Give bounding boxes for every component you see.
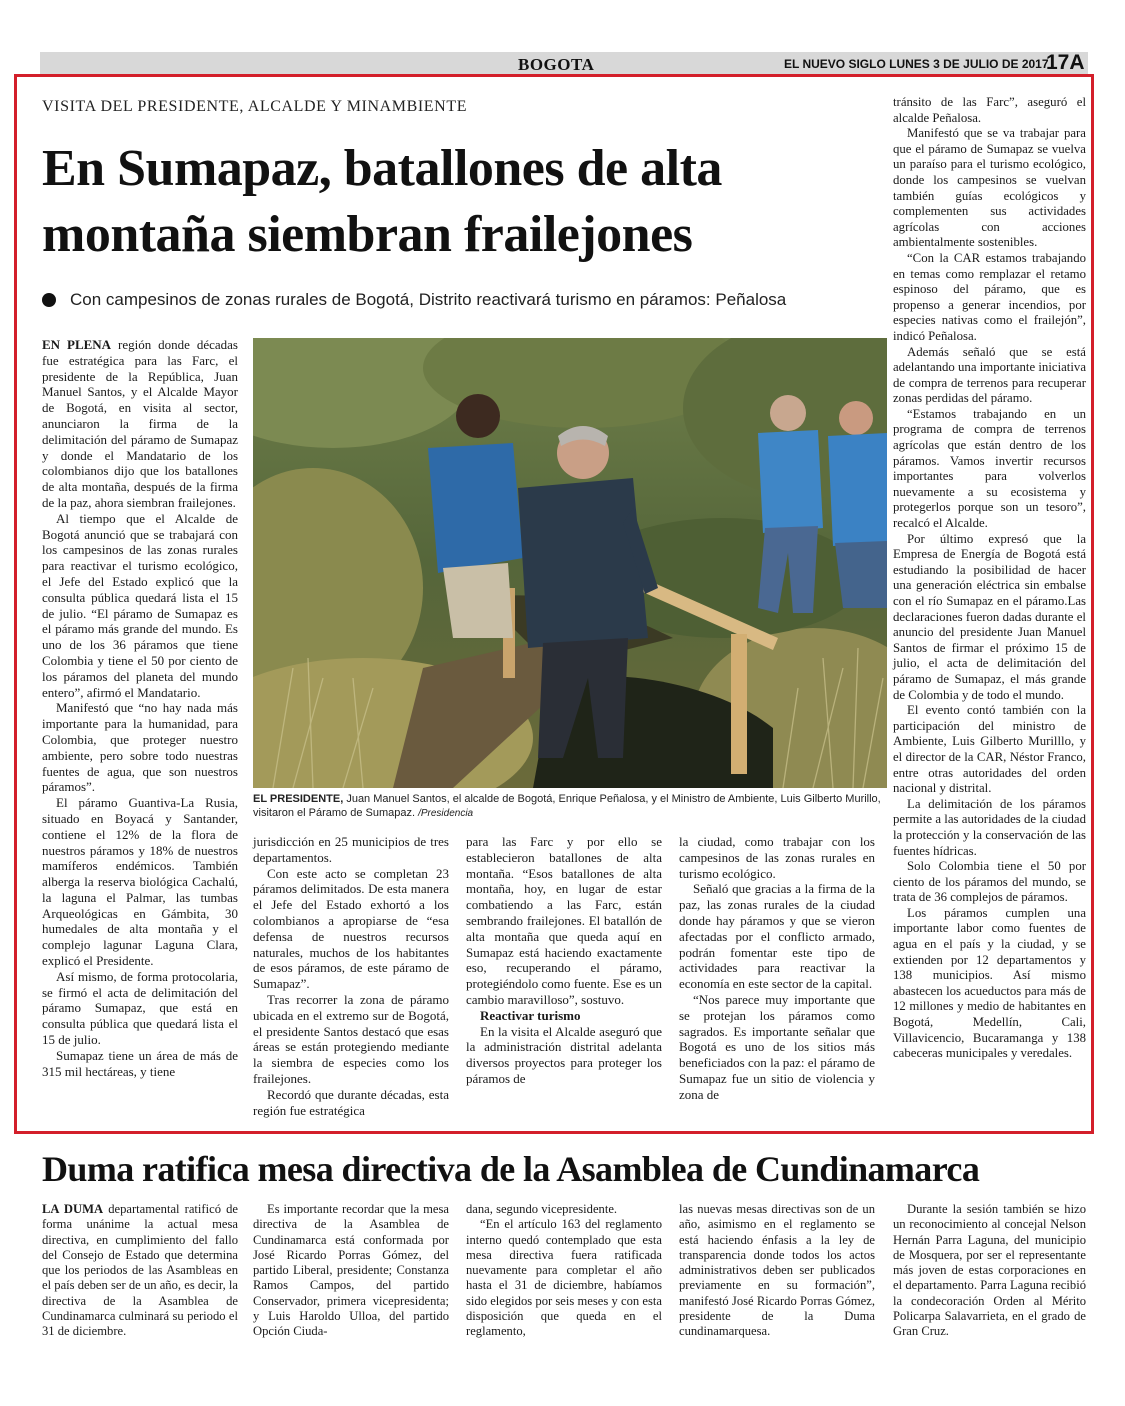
paragraph: “Con la CAR estamos trabajando en temas como remplazar el retamo espinoso del páramo, que es propenso a generar incendios, por especies nativas como el frailejón”, indicó Peñalosa.	[893, 250, 1086, 343]
paragraph: La delimitación de los páramos permite a las autoridades de la ciudad la protección y la conservación de las fuentes hídricas.	[893, 796, 1086, 858]
paragraph: Así mismo, de forma protocolaria, se firmó el acta de delimitación del páramo Sumapaz, que está en consulta pública que quedará lista el 15 de julio.	[42, 968, 238, 1048]
article-column-4	[679, 834, 875, 1103]
paragraph: Al tiempo que el Alcalde de Bogotá anunció que se trabajará con los campesinos de las zonas rurales para reactivar el turismo ecológico, el Jefe del Estado explicó que la consulta pública quedará lista el 15 de julio. “El páramo de Sumapaz es el páramo más grande del mundo. Es uno de los 36 páramos que tiene Colombia y tiene el 50 por ciento de los páramos del planeta del mundo entero”, afirmó el Mandatario.	[42, 510, 238, 700]
paragraph: Tras recorrer la zona de páramo ubicada en el extremo sur de Bogotá, el presidente Santos destacó que esas áreas se están protegiendo mediante la siembra de especies como los frailejones.	[253, 991, 449, 1086]
paragraph: tránsito de las Farc”, aseguró el alcalde Peñalosa.	[893, 95, 1086, 125]
article-photo	[253, 338, 887, 788]
paragraph: Por último expresó que la Empresa de Energía de Bogotá está estudiando la posibilidad de hacer una generación eléctrica sin embalse con el río Sumapaz en el páramo.Las declaraciones fueron dadas durante el anuncio del presidente Juan Manuel Santos de firmar el próximo 15 de julio, el acta de delimitación del páramo de Sumapaz, el más grande de Colombia y de todo el mundo.	[893, 531, 1086, 702]
article-kicker: VISITA DEL PRESIDENTE, ALCALDE Y MINAMBIENTE	[42, 98, 468, 115]
paragraph: dana, segundo vicepresidente.	[466, 1202, 618, 1216]
lead-word: LA DUMA	[42, 1202, 104, 1216]
article-2-headline: Duma ratifica mesa directiva de la Asamblea de Cundinamarca	[42, 1149, 980, 1189]
paragraph: EN PLENA región donde décadas fue estratégica para las Farc, el presidente de la República, Juan Manuel Santos, y el Alcalde Mayor de Bogotá, en visita al sector, anunciaron la firma de la delimitación del páramo de Sumapaz y donde el Mandatario de los colombianos dijo que los batallones de alta montaña, después de la firma de la paz, ahora siembran frailejones.	[42, 337, 238, 510]
subhead-text: Con campesinos de zonas rurales de Bogotá, Distrito reactivará turismo en páramos: Peñalosa	[70, 290, 787, 309]
paragraph: Manifestó que se va trabajar para que el páramo de Sumapaz se vuelva un paraíso para el turismo ecológico, donde los campesinos se vuelvan también guías ecológicos y complementen sus actividades agrícolas con acciones ambientalmente sostenibles.	[893, 126, 1086, 250]
paragraph: las nuevas mesas directivas son de un año, asimismo en el reglamento se está haciendo énfasis a la ley de transparencia donde todos los actos administrativos deben ser publicados previamente en su formación”, manifestó José Ricardo Porras Gómez, presidente de la Duma cundinamarquesa.	[679, 1202, 875, 1339]
article-column-1	[42, 337, 238, 1079]
paragraph: para las Farc y por ello se establecieron batallones de alta montaña. “Esos batallones de alta montaña, hoy, en lugar de estar combatiendo a las Farc, están sembrando frailejones. El batallón de alta montaña que queda aquí en Sumapaz está haciendo exactamente eso, recuperando el páramo, protegiéndolo como fuente. Ese es un cambio maravilloso”, sostuvo.	[466, 834, 662, 1007]
paragraph: Señaló que gracias a la firma de la paz, las zonas rurales de la ciudad donde hay páramos y que se vieron afectadas por el conflicto armado, podrán fomentar este tipo de actividades para reactivar la economía en este sector de la capital.	[679, 881, 875, 992]
paragraph: Recordó que durante décadas, esta región fue estratégica	[253, 1086, 449, 1118]
paragraph: El páramo Guantiva-La Rusia, situado en Boyacá y Santander, contiene el 12% de la flora de nuestros páramos y 18% de nuestros mamíferos endémicos. También alberga la reserva biológica Cachalú, la laguna el Palmar, las tumbas Arqueológicas en Gámbita, 30 humedales de alta montaña y el complejo lagunar Laguna Clara, explicó el Presidente.	[42, 795, 238, 969]
paragraph: LA DUMA departamental ratificó de forma unánime la actual mesa directiva, en cumplimiento del fallo del Consejo de Estado que determina que los periodos de las Asambleas en el país deben ser de un año, es decir, la directiva de la Asamblea de Cundinamarca culminará su periodo el 31 de diciembre.	[42, 1202, 238, 1339]
newspaper-date-line: EL NUEVO SIGLO LUNES 3 DE JULIO DE 2017	[784, 57, 1049, 71]
paragraph: Además señaló que se está adelantando una importante iniciativa de compra de terrenos para recuperar zonas perdidas del páramo.	[893, 344, 1086, 406]
paragraph: jurisdicción en 25 municipios de tres departamentos.	[253, 834, 449, 865]
section-subheading: Reactivar turismo	[480, 1007, 581, 1023]
paragraph: Con este acto se completan 23 páramos delimitados. De esta manera el Jefe del Estado exhortó a los colombianos a apropiarse de “esa defensa de nuestros recursos naturales, muchos de los habitantes de esos páramos, de este páramo de Sumapaz”.	[253, 865, 449, 992]
page-number: 17A	[1046, 51, 1085, 74]
bullet-icon	[42, 293, 56, 307]
article-subhead	[42, 290, 786, 310]
paragraph: Durante la sesión también se hizo un reconocimiento al concejal Nelson Hernán Parra Laguna, del municipio de Mosquera, por ser el representante más joven de estas corporaciones en el departamento. Parra Laguna recibió la condecoración Orden al Mérito Policarpa Salavarrieta, en el grado de Gran Cruz.	[893, 1202, 1086, 1339]
photo-credit: /Presidencia	[418, 808, 474, 819]
article-column-2	[253, 834, 449, 1118]
photo-scene	[253, 338, 887, 788]
paragraph: “Nos parece muy importante que se protejan los páramos como sagrados. Es importante señalar que Bogotá es uno de los sitios más beneficiados con la paz: el páramo de Sumapaz fue un sitio de violencia y zona de	[679, 991, 875, 1102]
article-headline: En Sumapaz, batallones de alta montaña siembran frailejones	[42, 140, 722, 263]
lead-word: EN PLENA	[42, 337, 112, 352]
paragraph: la ciudad, como trabajar con los campesinos de las zonas rurales en turismo ecológico.	[679, 834, 875, 881]
paragraph: El evento contó también con la participación del ministro de Ambiente, Luis Gilberto Murilllo, y el director de la CAR, Néstor Franco, entre otras autoridades del orden nacional y distrital.	[893, 703, 1086, 796]
article-2-column-5	[893, 1202, 1086, 1340]
article-column-5	[893, 95, 1086, 1062]
paragraph: Manifestó que “no hay nada más importante para la humanidad, para Colombia, que proteger nuestro ambiente, pero sobre todo nuestras fuentes de agua, que son nuestros páramos”.	[42, 700, 238, 795]
article-2-column-1	[42, 1202, 238, 1340]
paragraph: Solo Colombia tiene el 50 por ciento de los páramos del mundo, se trata de 36 complejos de páramos.	[893, 859, 1086, 905]
article-2-column-2	[253, 1202, 449, 1340]
caption-lead: EL PRESIDENTE,	[253, 793, 344, 805]
paragraph: Es importante recordar que la mesa directiva de la Asamblea de Cundinamarca está conformada por José Ricardo Porras Gómez, del partido Liberal, presidente; Constanza Ramos Campos, del partido Conservador, primera vicepresidenta; y Luis Haroldo Ulloa, del partido Opción Ciuda-	[253, 1202, 449, 1339]
article-column-3	[466, 834, 662, 1087]
paragraph: En la visita el Alcalde aseguró que la administración distrital adelanta diversos proyectos para proteger los páramos de	[466, 1023, 662, 1086]
paragraph: “Estamos trabajando en un programa de compra de terrenos agrícolas que están dentro de los páramos. Vamos invertir recursos importantes para volverlos nuevamente a su ecosistema y protegerlos porque son un tesoro”, recalcó el Alcalde.	[893, 406, 1086, 531]
caption-text: Juan Manuel Santos, el alcalde de Bogotá, Enrique Peñalosa, y el Ministro de Ambiente, Luis Gilberto Murillo, visitaron el Páramo de Sumapaz.	[253, 793, 881, 819]
paragraph: “En el artículo 163 del reglamento interno quedó contemplado que esta mesa directiva fuera ratificada nuevamente para completar el año hasta el 31 de diciembre, habíamos sido elegidos por seis meses y con esta disposición que queda en el reglamento,	[466, 1217, 662, 1339]
article-2-column-3	[466, 1202, 662, 1340]
article-2-column-4	[679, 1202, 875, 1340]
section-label: BOGOTA	[518, 55, 595, 74]
paragraph: Los páramos cumplen una importante labor como fuentes de agua en el país y la ciudad, y se extienden por 12 departamentos y 138 municipios. Así mismo abastecen los acueductos para más de 12 millones y medio de habitantes en Bogotá, Medellín, Cali, Villavicencio, Bucaramanga y 138 cabeceras municipales y veredales.	[893, 905, 1086, 1061]
photo-caption	[253, 792, 887, 821]
paragraph: Sumapaz tiene un área de más de 315 mil hectáreas, y tiene	[42, 1047, 238, 1079]
